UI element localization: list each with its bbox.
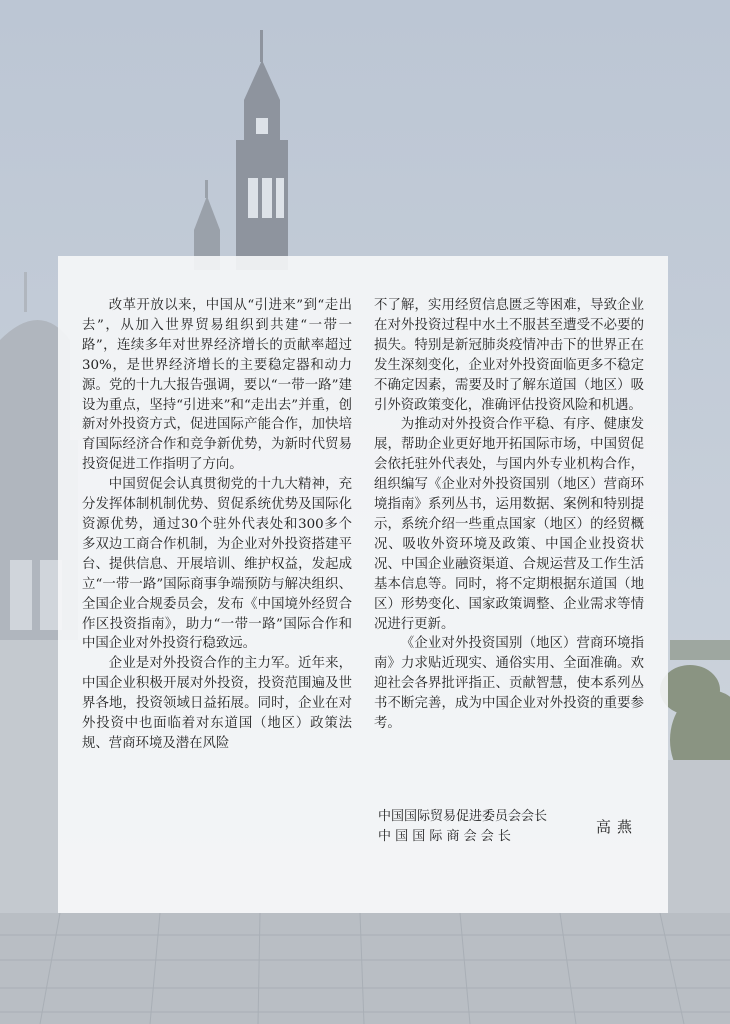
- paragraph: 《企业对外投资国别（地区）营商环境指南》力求贴近现实、通俗实用、全面准确。欢迎社会各界批评指正、贡献智慧，使本系列丛书不断完善，成为中国企业对外投资的重要参考。: [374, 636, 644, 732]
- paragraph: 为推动对外投资合作平稳、有序、健康发展，帮助企业更好地开拓国际市场，中国贸促会依托驻外代表处，与国内外专业机构合作，组织编写《企业对外投资国别（地区）营商环境指南》系列丛书，运用数据、案例和特别提示，系统介绍一些重点国家（地区）的经贸概况、吸收外资环境及政策、中国企业投资状况、中国企业融资渠道、合规运营及工作生活基本信息等。同时，将不定期根据东道国（地区）形势变化、国家政策调整、企业需求等情况进行更新。: [374, 417, 644, 632]
- signature-title: 中 国 国 际 商 会 会 长: [378, 829, 511, 844]
- paragraph: 不了解，实用经贸信息匮乏等困难，导致企业在对外投资过程中水土不服甚至遭受不必要的损失。特别是新冠肺炎疫情冲击下的世界正在发生深刻变化，企业对外投资面临更多不稳定不确定因素，需要及时了解东道国（地区）吸引外资政策变化，准确评估投资风险和机遇。: [374, 298, 644, 413]
- paragraph: 改革开放以来，中国从“引进来”到“走出去”，从加入世界贸易组织到共建“一带一路”，连续多年对世界经济增长的贡献率超过30%，是世界经济增长的主要稳定器和动力源。党的十九大报告强调，要以“一带一路”建设为重点，坚持“引进来”和“走出去”并重，创新对外投资方式，促进国际产能合作，加快培育国际经济合作和竞争新优势，为新时代贸易投资促进工作指明了方向。: [82, 298, 352, 473]
- foreword-column-left: [82, 296, 352, 754]
- signature-title: 中国国际贸易促进委员会会长: [378, 809, 548, 824]
- paragraph: 中国贸促会认真贯彻党的十九大精神，充分发挥体制机制优势、贸促系统优势及国际化资源优势，通过30个驻外代表处和300多个多双边工商合作机制，为企业对外投资搭建平台、提供信息、开展培训、维护权益，发起成立“一带一路”国际商事争端预防与解决组织、全国企业合规委员会，发布《中国境外经贸合作区投资指南》，助力“一带一路”国际合作和中国企业对外投资行稳致远。: [82, 477, 352, 652]
- signature-name: 高燕: [596, 818, 639, 836]
- paragraph: 企业是对外投资合作的主力军。近年来，中国企业积极开展对外投资，投资范围遍及世界各地，投资领域日益拓展。同时，企业在对外投资中也面临着对东道国（地区）政策法规、营商环境及潜在风险: [82, 656, 352, 751]
- foreword-column-right: [374, 296, 644, 734]
